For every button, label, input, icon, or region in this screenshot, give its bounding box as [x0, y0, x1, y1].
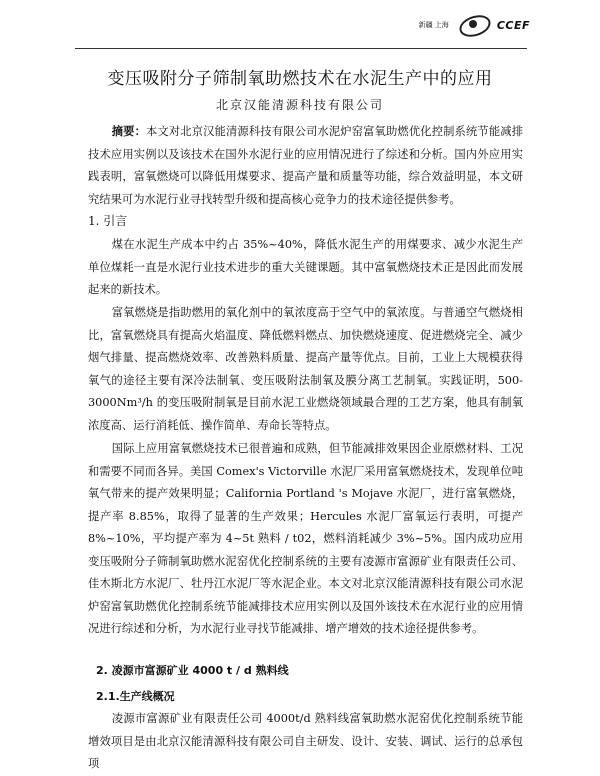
header-rule	[75, 48, 527, 49]
section-title-2-1: 2.1.生产线概况	[96, 690, 175, 703]
intro-paragraph-3	[88, 438, 523, 641]
intro-paragraph-1	[88, 234, 523, 302]
abstract-text: 本文对北京汉能清源科技有限公司水泥炉窑富氧助燃优化控制系统节能减排技术应用实例以及该技术在国外水泥行业的应用情况进行了综述和分析。国内外应用实践表明，富氧燃烧可以降低用煤要求、提高产量和质量等功能，综合效益明显，本文研究结果可为水泥行业寻找转型升级和提高核心竞争力的技术途径提供参考。	[88, 125, 523, 206]
section-2-1-paragraph	[88, 708, 523, 776]
intro-p3-text: 国际上应用富氧燃烧技术已很普遍和成熟，但节能减排效果因企业原燃材料、工况和需要不同而各异。美国 Comex's Victorville 水泥厂采用富氧燃烧技术，发现单位吨氧气带来的提产效果明显；California Portland 's Mojave 水泥厂，进行富氧燃烧，提产率 8.85%，取得了显著的生产效果；Hercules 水泥厂富氧运行表明，可提产 8%~10%，平均提产率为 4~5t 熟料 / t02，燃料消耗减少 3%~5%。国内成功应用变压吸附分子筛制氧助燃水泥窑优化控制系统的主要有凌源市富源矿业有限责任公司、佳木斯北方水泥厂、牡丹江水泥厂等水泥企业。本文对北京汉能清源科技有限公司水泥炉窑富氧助燃优化控制系统节能减排技术应用实例以及国外该技术在水泥行业的应用情况进行综述和分析，为水泥行业寻找节能减排、增产增效的技术途径提供参考。	[88, 442, 523, 635]
section-title-intro: 1. 引言	[88, 214, 128, 228]
logo-brand: CCEF	[496, 18, 530, 32]
paper-title: 变压吸附分子筛制氧助燃技术在水泥生产中的应用	[107, 69, 493, 89]
abstract	[88, 120, 523, 211]
affiliation: 北京汉能清源科技有限公司	[215, 98, 384, 112]
intro-paragraph-2	[88, 302, 523, 437]
abstract-label: 摘要：	[111, 124, 147, 138]
intro-p1-text: 煤在水泥生产成本中约占 35%~40%，降低水泥生产的用煤要求、减少水泥生产单位煤耗一直是水泥行业技术进步的重大关键课题。其中富氧燃烧技术正是因此而发展起来的新技术。	[88, 238, 523, 296]
conference-logo	[419, 10, 530, 40]
sec21-p1-text: 凌源市富源矿业有限责任公司 4000t/d 熟料线富氧助燃水泥窑优化控制系统节能增效项目是由北京汉能清源科技有限公司自主研发、设计、安装、调试、运行的总承包项	[88, 712, 523, 770]
logo-small-text: 新疆 上海	[418, 21, 449, 29]
logo-mark-icon	[457, 10, 491, 40]
intro-p2-text: 富氧燃烧是指助燃用的氧化剂中的氧浓度高于空气中的氧浓度。与普通空气燃烧相比，富氧燃烧具有提高火焰温度、降低燃料燃点、加快燃烧速度、促进燃烧完全、减少烟气排量、提高燃烧效率、改善熟料质量、提高产量等优点。目前，工业上大规模获得氧气的途径主要有深冷法制氧、变压吸附法制氧及膜分离工艺制氧。实践证明，500-3000Nm³/h 的变压吸附制氧是目前水泥工业燃烧领域最合理的工艺方案，他具有制氧浓度高、运行消耗低、操作简单、寿命长等特点。	[88, 306, 523, 432]
section-title-2: 2. 凌源市富源矿业 4000 t / d 熟料线	[96, 664, 289, 677]
